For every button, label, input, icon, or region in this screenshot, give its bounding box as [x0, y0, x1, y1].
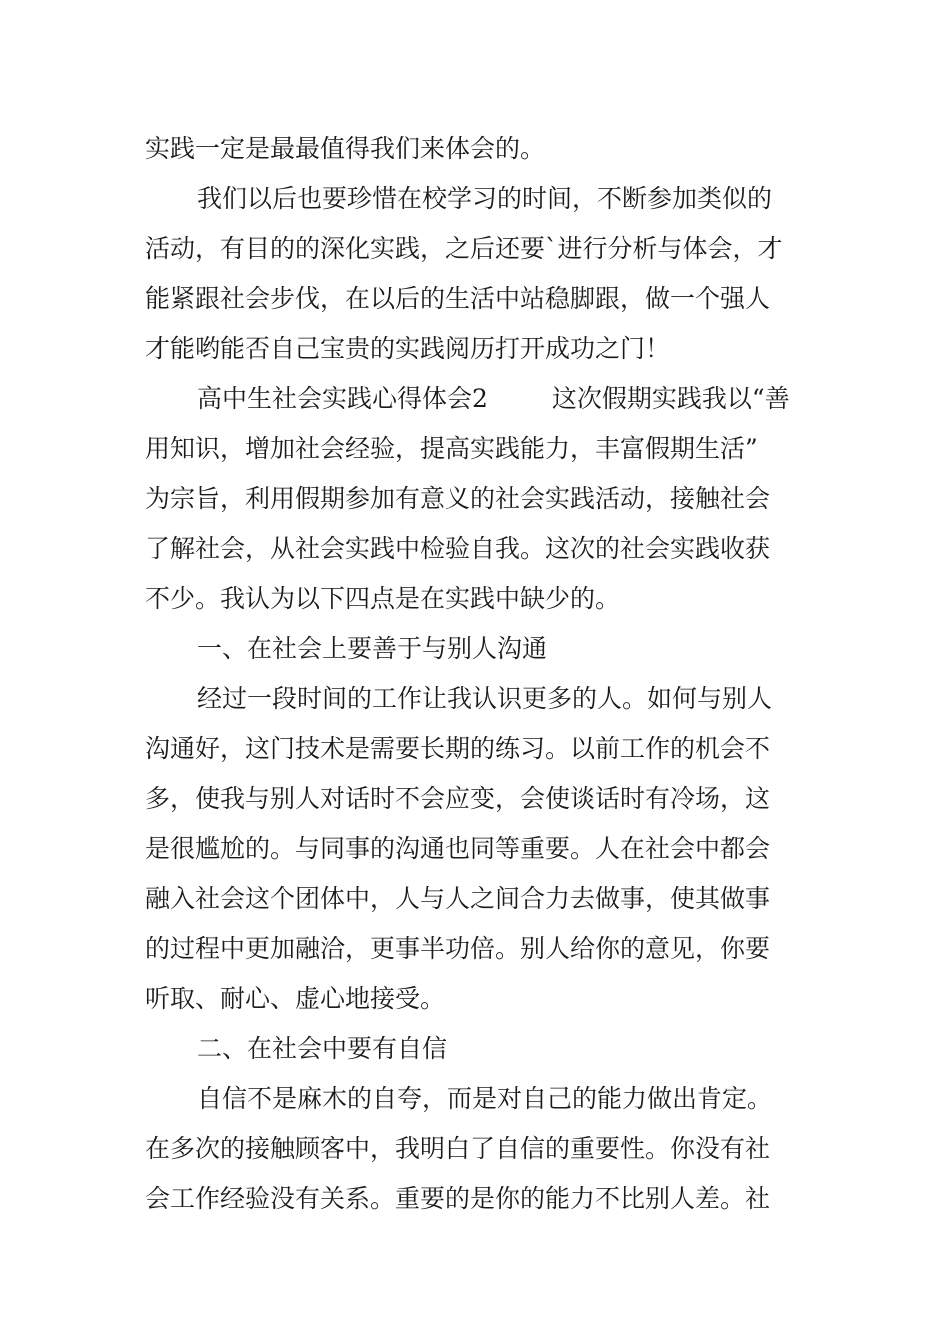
text-line: 的过程中更加融洽，更事半功倍。别人给你的意见，你要 — [145, 934, 771, 963]
text-line: 沟通好，这门技术是需要长期的练习。以前工作的机会不 — [145, 734, 771, 763]
section-title: 高中生社会实践心得体会2 — [197, 384, 488, 413]
subheading-1: 一、在社会上要善于与别人沟通 — [197, 634, 548, 663]
text-line: 我们以后也要珍惜在校学习的时间，不断参加类似的 — [197, 184, 773, 213]
text-line: 是很尴尬的。与同事的沟通也同等重要。人在社会中都会 — [145, 834, 771, 863]
text-line: 活动，有目的的深化实践，之后还要`进行分析与体会，才 — [145, 234, 783, 263]
text-fragment: 这次假期实践我以“善 — [551, 384, 790, 413]
text-line: 融入社会这个团体中，人与人之间合力去做事，使其做事 — [145, 884, 771, 913]
text-line: 在多次的接触顾客中，我明白了自信的重要性。你没有社 — [145, 1134, 771, 1163]
text-line: 了解社会，从社会实践中检验自我。这次的社会实践收获 — [145, 534, 771, 563]
text-line: 多，使我与别人对话时不会应变，会使谈话时有冷场，这 — [145, 784, 771, 813]
text-line: 为宗旨，利用假期参加有意义的社会实践活动，接触社会 — [145, 484, 771, 513]
text-line: 会工作经验没有关系。重要的是你的能力不比别人差。社 — [145, 1184, 771, 1213]
text-line: 经过一段时间的工作让我认识更多的人。如何与别人 — [197, 684, 773, 713]
text-line: 用知识，增加社会经验，提高实践能力，丰富假期生活” — [145, 434, 758, 463]
text-line: 能紧跟社会步伐，在以后的生活中站稳脚跟，做一个强人 — [145, 284, 771, 313]
text-line: 实践一定是最最值得我们来体会的。 — [145, 134, 546, 163]
text-line: 自信不是麻木的自夸，而是对自己的能力做出肯定。 — [197, 1084, 773, 1113]
body-text — [145, 124, 810, 1224]
text-line-with-section-title — [145, 374, 810, 424]
text-line: 才能哟能否自己宝贵的实践阅历打开成功之门！ — [145, 334, 671, 363]
text-line: 听取、耐心、虚心地接受。 — [145, 984, 446, 1013]
subheading-2: 二、在社会中要有自信 — [197, 1034, 448, 1063]
text-line: 不少。我认为以下四点是在实践中缺少的。 — [145, 584, 621, 613]
